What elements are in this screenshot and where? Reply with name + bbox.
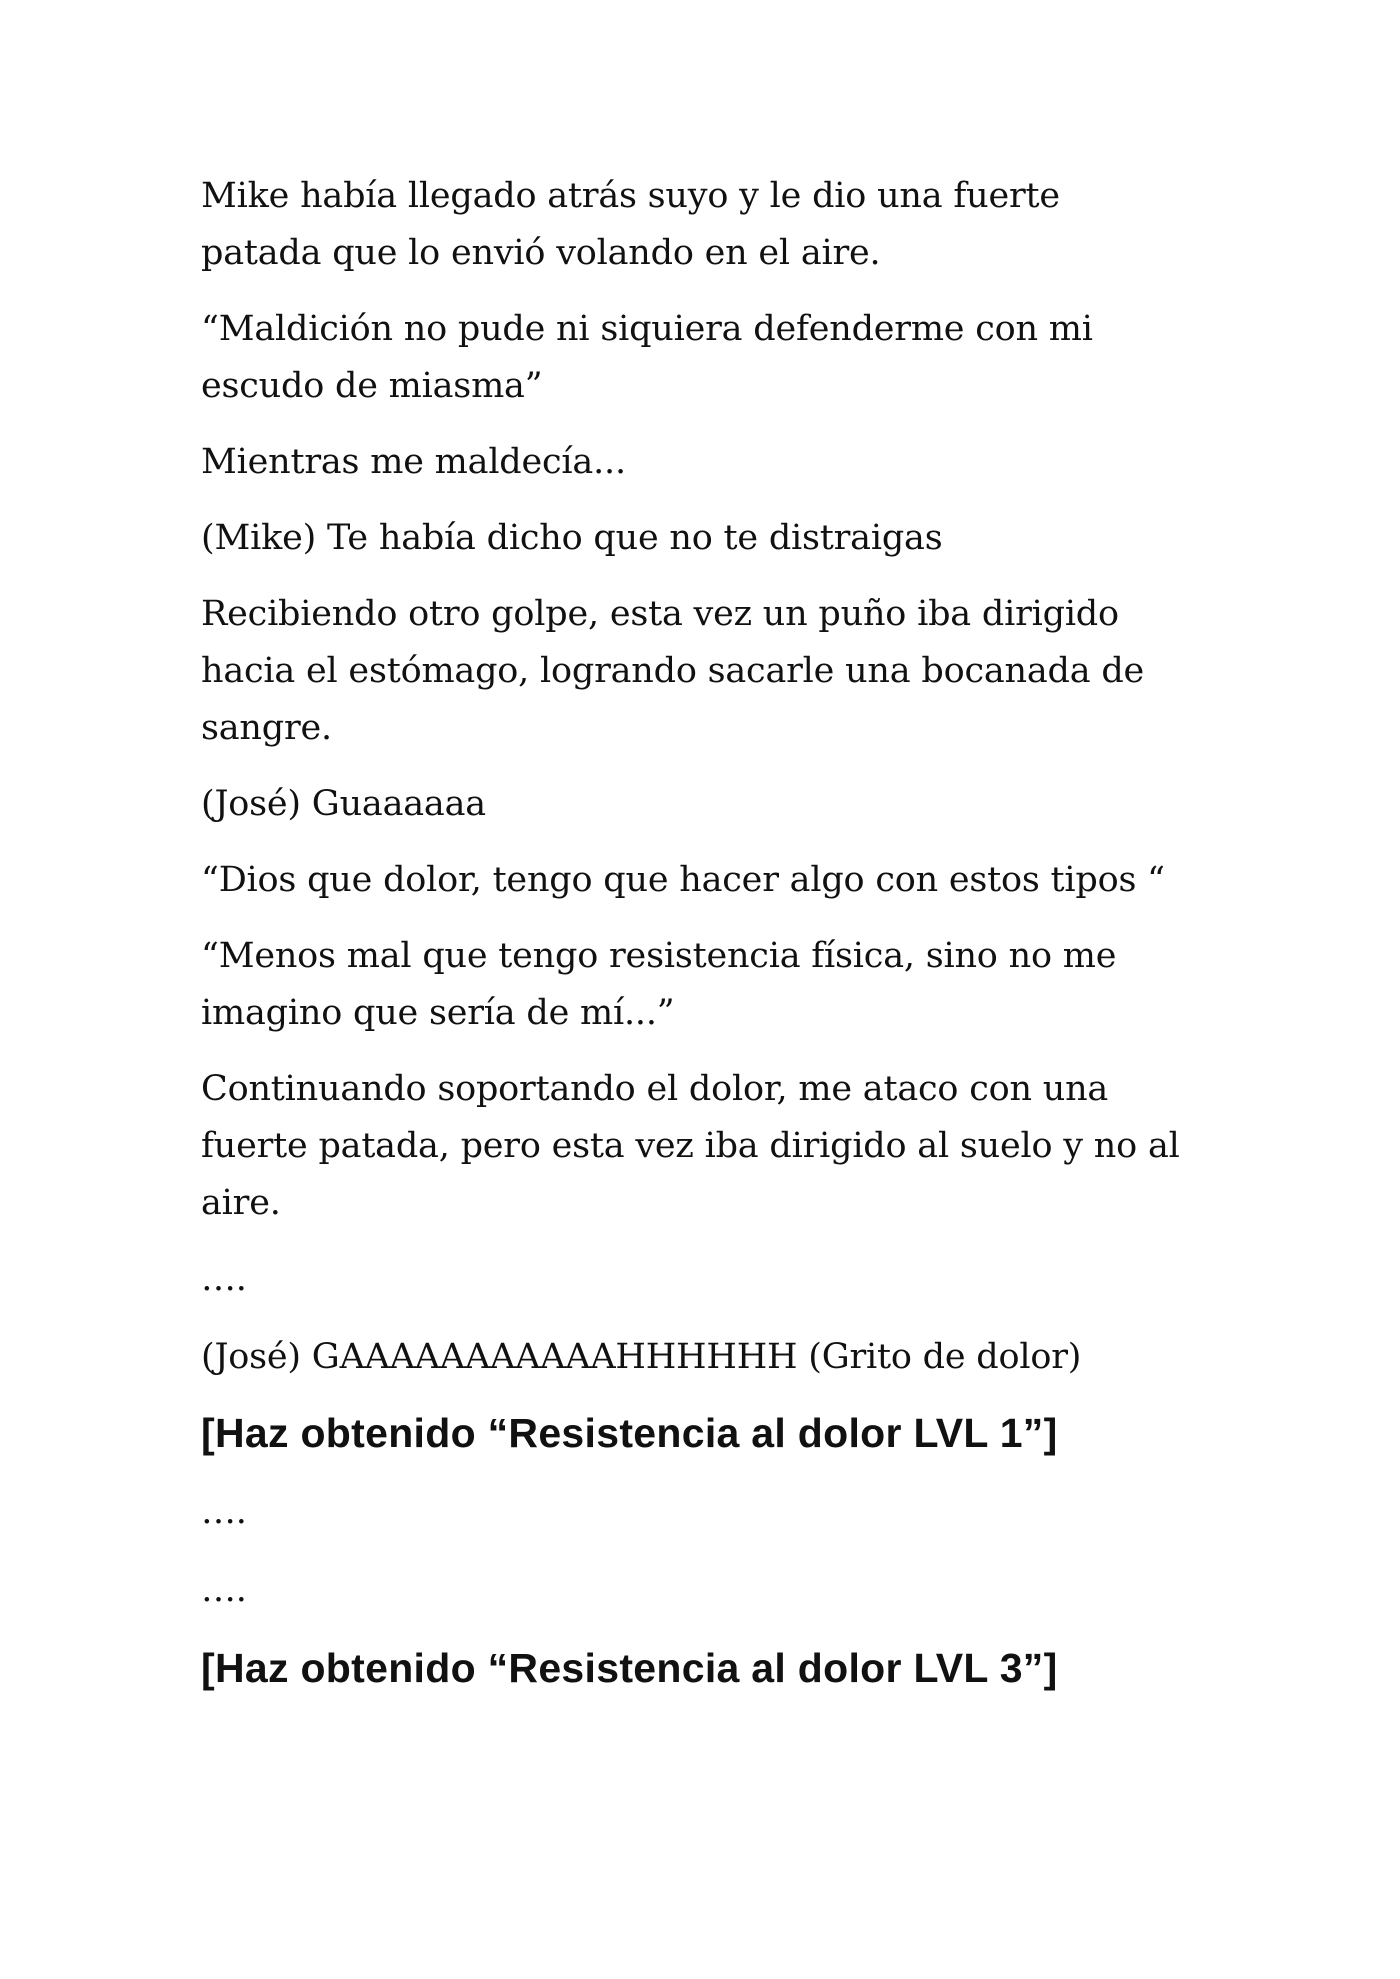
ellipsis-separator: …. [201,1570,247,1610]
dialogue-line: (José) Guaaaaaa [201,784,486,824]
narration-paragraph: Mientras me maldecía... [201,442,626,482]
inner-thought-paragraph: “Menos mal que tengo resistencia física, sino no me imagino que sería de mí...” [201,936,1117,1033]
story-text [201,168,1221,1719]
inner-thought-paragraph: “Dios que dolor, tengo que hacer algo con estos tipos “ [201,860,1165,900]
system-message: [Haz obtenido “Resistencia al dolor LVL 1”] [201,1410,1058,1456]
ellipsis-separator: …. [201,1259,247,1299]
dialogue-line: (José) GAAAAAAAAAAAHHHHHH (Grito de dolor) [201,1337,1082,1377]
narration-paragraph: Continuando soportando el dolor, me ataco con una fuerte patada, pero esta vez iba dirigido al suelo y no al aire. [201,1069,1180,1223]
inner-thought-paragraph: “Maldición no pude ni siquiera defenderme con mi escudo de miasma” [201,309,1093,406]
dialogue-line: (Mike) Te había dicho que no te distraigas [201,518,943,558]
narration-paragraph: Recibiendo otro golpe, esta vez un puño iba dirigido hacia el estómago, logrando sacarle una bocanada de sangre. [201,594,1145,748]
system-message: [Haz obtenido “Resistencia al dolor LVL 3”] [201,1645,1058,1691]
ellipsis-separator: …. [201,1492,247,1532]
narration-paragraph: Mike había llegado atrás suyo y le dio una fuerte patada que lo envió volando en el aire. [201,176,1060,273]
